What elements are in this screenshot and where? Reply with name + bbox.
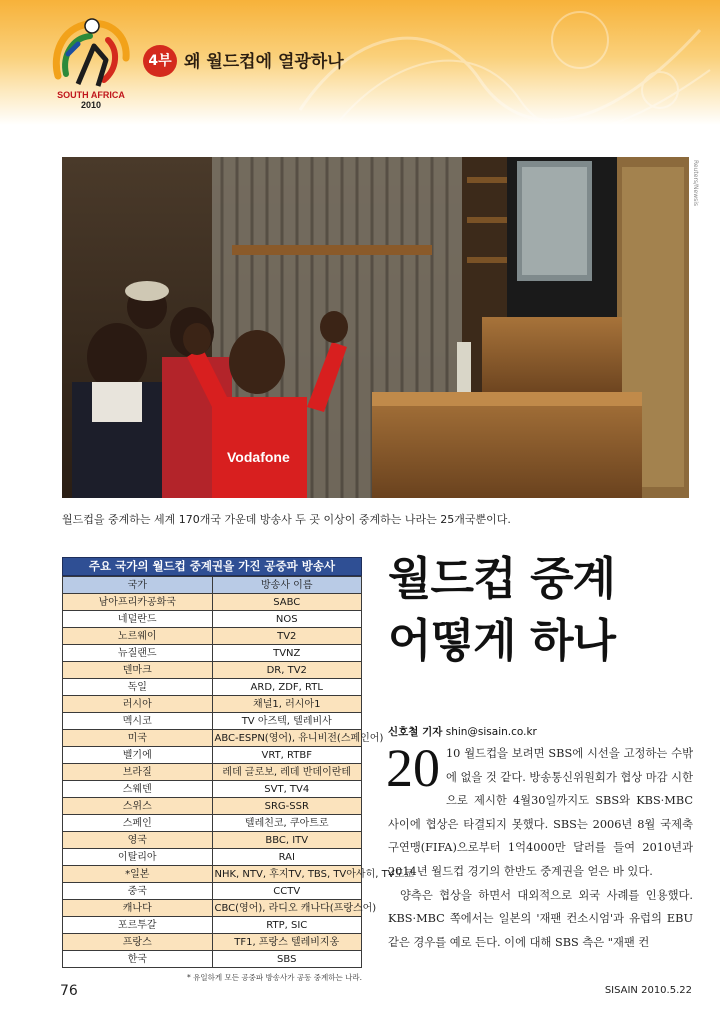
table-footnote: * 유일하게 모든 공중파 방송사가 공동 중계하는 나라. xyxy=(187,973,362,982)
byline-email[interactable]: shin@sisain.co.kr xyxy=(445,726,537,738)
table-row xyxy=(63,781,362,798)
table-row xyxy=(63,849,362,866)
decorative-swirl-pattern xyxy=(280,0,720,125)
byline-name: 신호철 기자 xyxy=(388,726,443,738)
page-number: 76 xyxy=(60,983,78,999)
country-cell: 멕시코 xyxy=(63,713,213,730)
section-header xyxy=(0,0,720,125)
broadcaster-cell: 텔레친코, 쿠아트로 xyxy=(212,815,362,832)
country-cell: 독일 xyxy=(63,679,213,696)
logo-year: 2010 xyxy=(80,100,102,110)
table-row xyxy=(63,696,362,713)
table-row xyxy=(63,815,362,832)
broadcaster-cell: SRG-SSR xyxy=(212,798,362,815)
photo-caption: 월드컵을 중계하는 세계 170개국 가운데 방송사 두 곳 이상이 중계하는 나라는 25개국뿐이다. xyxy=(62,513,511,526)
country-cell: 러시아 xyxy=(63,696,213,713)
table-header-row xyxy=(63,577,362,594)
article-body xyxy=(386,738,693,954)
country-cell: 스위스 xyxy=(63,798,213,815)
table-row xyxy=(63,730,362,747)
article-paragraph-1 xyxy=(386,738,693,884)
table-row xyxy=(63,645,362,662)
broadcaster-cell: BBC, ITV xyxy=(212,832,362,849)
table-row xyxy=(63,866,362,883)
table-row xyxy=(63,917,362,934)
broadcaster-cell: TVNZ xyxy=(212,645,362,662)
country-cell: 이탈리아 xyxy=(63,849,213,866)
country-cell: 중국 xyxy=(63,883,213,900)
broadcaster-cell: SBS xyxy=(212,951,362,968)
paragraph-1-text: 10 월드컵을 보려면 SBS에 시선을 고정하는 수밖에 없을 것 같다. 방송통신위원회가 협상 마감 시한으로 제시한 4월30일까지도 SBS와 KBS·MBC 사이에 협상은 타결되지 못했다. SBS는 2006년 8월 국제축구연맹(FIFA)으로부터 1억4000만 달러를 들여 2010년과 2014년 월드컵 경기의 한반도 중계권을 얻은 바 있다. xyxy=(388,747,693,878)
broadcaster-cell: 채널1, 러시아1 xyxy=(212,696,362,713)
column-header-country: 국가 xyxy=(63,577,213,594)
country-cell: 스웨덴 xyxy=(63,781,213,798)
magazine-issue: SISAIN 2010.5.22 xyxy=(604,985,692,996)
world-cup-logo xyxy=(48,14,134,118)
country-cell: 남아프리카공화국 xyxy=(63,594,213,611)
country-cell: 노르웨이 xyxy=(63,628,213,645)
column-header-broadcaster: 방송사 이름 xyxy=(212,577,362,594)
table-row xyxy=(63,832,362,849)
broadcaster-cell: ARD, ZDF, RTL xyxy=(212,679,362,696)
country-cell: 뉴질랜드 xyxy=(63,645,213,662)
broadcaster-cell: TV2 xyxy=(212,628,362,645)
country-cell: 브라질 xyxy=(63,764,213,781)
table-row xyxy=(63,713,362,730)
country-cell: 미국 xyxy=(63,730,213,747)
table-row xyxy=(63,594,362,611)
table-row xyxy=(63,747,362,764)
table-row xyxy=(63,900,362,917)
country-cell: 한국 xyxy=(63,951,213,968)
country-cell: 네덜란드 xyxy=(63,611,213,628)
table-row xyxy=(63,611,362,628)
table-row xyxy=(63,951,362,968)
broadcaster-cell: NOS xyxy=(212,611,362,628)
world-cup-emblem-icon xyxy=(48,14,134,94)
photo-credit: Reuters/Newsis xyxy=(692,160,699,207)
table-row xyxy=(63,798,362,815)
headline-line-2: 어떻게 하나 xyxy=(388,614,616,667)
table-row xyxy=(63,883,362,900)
broadcaster-cell: RAI xyxy=(212,849,362,866)
broadcaster-cell: ABC-ESPN(영어), 유니비전(스페인어) xyxy=(212,730,362,747)
broadcaster-cell: TV 아즈텍, 텔레비사 xyxy=(212,713,362,730)
country-cell: 포르투갈 xyxy=(63,917,213,934)
broadcaster-cell: SABC xyxy=(212,594,362,611)
broadcaster-cell: TF1, 프랑스 텔레비지옹 xyxy=(212,934,362,951)
broadcaster-cell: NHK, NTV, 후지TV, TBS, TV아사히, TV도쿄 xyxy=(212,866,362,883)
country-cell: 벨기에 xyxy=(63,747,213,764)
broadcaster-cell: CBC(영어), 라디오 캐나다(프랑스어) xyxy=(212,900,362,917)
table-row xyxy=(63,764,362,781)
broadcast-table-title: 주요 국가의 월드컵 중계권을 가진 공중파 방송사 xyxy=(62,557,362,576)
country-cell: 캐나다 xyxy=(63,900,213,917)
broadcaster-cell: DR, TV2 xyxy=(212,662,362,679)
broadcaster-cell: VRT, RTBF xyxy=(212,747,362,764)
country-cell: 스페인 xyxy=(63,815,213,832)
jersey-text: Vodafone xyxy=(227,449,290,465)
broadcaster-cell: 레데 글로보, 레데 반데이란테 xyxy=(212,764,362,781)
dropcap: 20 xyxy=(386,738,440,798)
broadcaster-cell: RTP, SIC xyxy=(212,917,362,934)
headline-line-1: 월드컵 중계 xyxy=(388,552,616,605)
broadcaster-cell: SVT, TV4 xyxy=(212,781,362,798)
photo-illustration xyxy=(62,157,689,498)
table-row xyxy=(63,934,362,951)
logo-country-name: SOUTH AFRICA xyxy=(57,90,125,100)
country-cell: 영국 xyxy=(63,832,213,849)
country-cell: 덴마크 xyxy=(63,662,213,679)
article-headline xyxy=(388,548,708,672)
table-row xyxy=(63,628,362,645)
country-cell: *일본 xyxy=(63,866,213,883)
article-paragraph-2: 양측은 협상을 하면서 대외적으로 외국 사례를 인용했다. KBS·MBC 쪽에서는 일본의 '재팬 컨소시엄'과 유럽의 EBU 같은 경우를 예로 든다. 이에 대해 SBS 측은 "재팬 컨 xyxy=(388,888,693,949)
main-photo xyxy=(62,157,689,498)
table-row xyxy=(63,679,362,696)
logo-country-text xyxy=(48,90,134,110)
broadcaster-cell: CCTV xyxy=(212,883,362,900)
country-cell: 프랑스 xyxy=(63,934,213,951)
byline xyxy=(388,724,537,739)
table-row xyxy=(63,662,362,679)
series-title: 왜 월드컵에 열광하나 xyxy=(184,52,344,72)
part-badge: 4부 xyxy=(143,45,177,77)
